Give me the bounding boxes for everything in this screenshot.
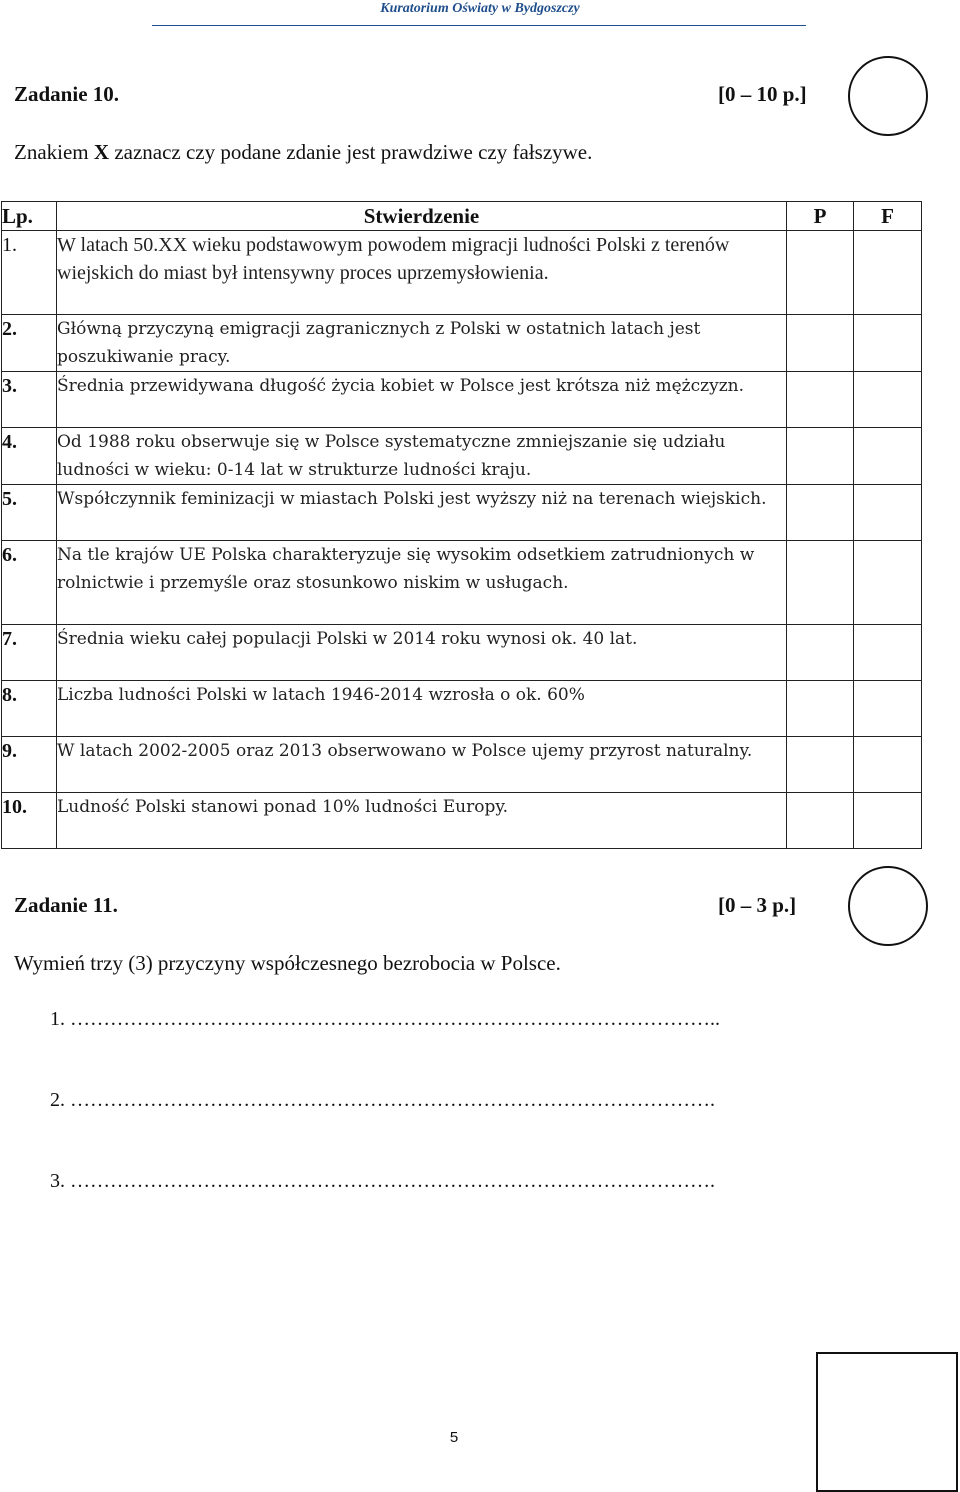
answer-cell-p[interactable] xyxy=(787,372,854,428)
row-number: 6. xyxy=(2,541,57,625)
answer-number: 2. xyxy=(50,1089,65,1111)
document-header-title: Kuratorium Oświaty w Bydgoszczy xyxy=(380,1,580,16)
answer-cell-f[interactable] xyxy=(854,428,922,485)
row-number: 3. xyxy=(2,372,57,428)
task10-heading: Zadanie 10. xyxy=(14,82,120,106)
task11-score-circle[interactable] xyxy=(848,866,928,946)
answer-cell-p[interactable] xyxy=(787,793,854,849)
row-statement: Główną przyczyną emigracji zagranicznych z Polski w ostatnich latach jest poszukiwanie pracy. xyxy=(57,315,787,372)
true-false-table xyxy=(1,201,922,849)
row-number: 10. xyxy=(2,793,57,849)
table-row xyxy=(2,231,922,315)
answer-cell-f[interactable] xyxy=(854,793,922,849)
column-header-lp: Lp. xyxy=(2,202,57,231)
answer-number: 3. xyxy=(50,1170,65,1192)
row-number: 7. xyxy=(2,625,57,681)
task11-heading: Zadanie 11. xyxy=(14,893,118,917)
table-row xyxy=(2,428,922,485)
table-row xyxy=(2,681,922,737)
answer-cell-f[interactable] xyxy=(854,372,922,428)
instruction-text-post: zaznacz czy podane zdanie jest prawdziwe czy fałszywe. xyxy=(109,140,593,164)
instruction-mark: X xyxy=(93,140,110,164)
row-statement: Średnia wieku całej populacji Polski w 2014 roku wynosi ok. 40 lat. xyxy=(57,625,787,681)
score-box[interactable] xyxy=(816,1352,958,1492)
answer-cell-f[interactable] xyxy=(854,541,922,625)
page-number: 5 xyxy=(449,1429,459,1446)
answer-number: 1. xyxy=(50,1008,65,1030)
table-row xyxy=(2,737,922,793)
row-statement: Współczynnik feminizacji w miastach Polski jest wyższy niż na terenach wiejskich. xyxy=(57,485,787,541)
column-header-p: P xyxy=(787,202,854,231)
answer-cell-p[interactable] xyxy=(787,737,854,793)
row-statement: Ludność Polski stanowi ponad 10% ludności Europy. xyxy=(57,793,787,849)
answer-cell-f[interactable] xyxy=(854,485,922,541)
answer-line-3[interactable] xyxy=(50,1168,715,1194)
answer-dots: ……………………………………………………………………………………. xyxy=(70,1089,715,1111)
row-number: 9. xyxy=(2,737,57,793)
instruction-text-pre: Znakiem xyxy=(14,140,94,164)
row-number: 5. xyxy=(2,485,57,541)
answer-cell-f[interactable] xyxy=(854,231,922,315)
answer-cell-p[interactable] xyxy=(787,625,854,681)
row-statement: Od 1988 roku obserwuje się w Polsce systematyczne zmniejszanie się udziału ludności w wieku: 0-14 lat w strukturze ludności kraju. xyxy=(57,428,787,485)
task11-instruction: Wymień trzy (3) przyczyny współczesnego bezrobocia w Polsce. xyxy=(14,951,561,975)
table-row xyxy=(2,485,922,541)
answer-cell-f[interactable] xyxy=(854,625,922,681)
table-row xyxy=(2,625,922,681)
table-row xyxy=(2,541,922,625)
row-statement: Średnia przewidywana długość życia kobiet w Polsce jest krótsza niż mężczyzn. xyxy=(57,372,787,428)
task10-points: [0 – 10 p.] xyxy=(718,82,807,106)
row-number: 8. xyxy=(2,681,57,737)
answer-cell-p[interactable] xyxy=(787,485,854,541)
task10-instruction xyxy=(14,139,592,165)
table-header-row xyxy=(2,202,922,231)
task10-score-circle[interactable] xyxy=(848,56,928,136)
column-header-f: F xyxy=(854,202,922,231)
answer-dots: …………………………………………………………………………………….. xyxy=(70,1008,720,1030)
row-statement: W latach 2002-2005 oraz 2013 obserwowano w Polsce ujemy przyrost naturalny. xyxy=(57,737,787,793)
table-row xyxy=(2,372,922,428)
answer-dots: ……………………………………………………………………………………. xyxy=(70,1170,715,1192)
answer-cell-p[interactable] xyxy=(787,315,854,372)
row-number: 4. xyxy=(2,428,57,485)
table-row xyxy=(2,793,922,849)
column-header-statement: Stwierdzenie xyxy=(57,202,787,231)
answer-cell-p[interactable] xyxy=(787,681,854,737)
answer-cell-f[interactable] xyxy=(854,315,922,372)
answer-cell-f[interactable] xyxy=(854,681,922,737)
answer-cell-f[interactable] xyxy=(854,737,922,793)
table-row xyxy=(2,315,922,372)
task11-points: [0 – 3 p.] xyxy=(718,893,797,917)
answer-cell-p[interactable] xyxy=(787,428,854,485)
row-statement: Na tle krajów UE Polska charakteryzuje się wysokim odsetkiem zatrudnionych w rolnictwie i przemyśle oraz stosunkowo niskim w usługach. xyxy=(57,541,787,625)
row-statement: Liczba ludności Polski w latach 1946-2014 wzrosła o ok. 60% xyxy=(57,681,787,737)
row-number: 2. xyxy=(2,315,57,372)
answer-line-1[interactable] xyxy=(50,1006,720,1032)
answer-cell-p[interactable] xyxy=(787,231,854,315)
row-number: 1. xyxy=(2,231,57,315)
header-divider xyxy=(152,25,806,26)
row-statement: W latach 50.XX wieku podstawowym powodem migracji ludności Polski z terenów wiejskich do miast był intensywny proces uprzemysłowienia. xyxy=(57,231,787,315)
answer-line-2[interactable] xyxy=(50,1087,715,1113)
answer-cell-p[interactable] xyxy=(787,541,854,625)
